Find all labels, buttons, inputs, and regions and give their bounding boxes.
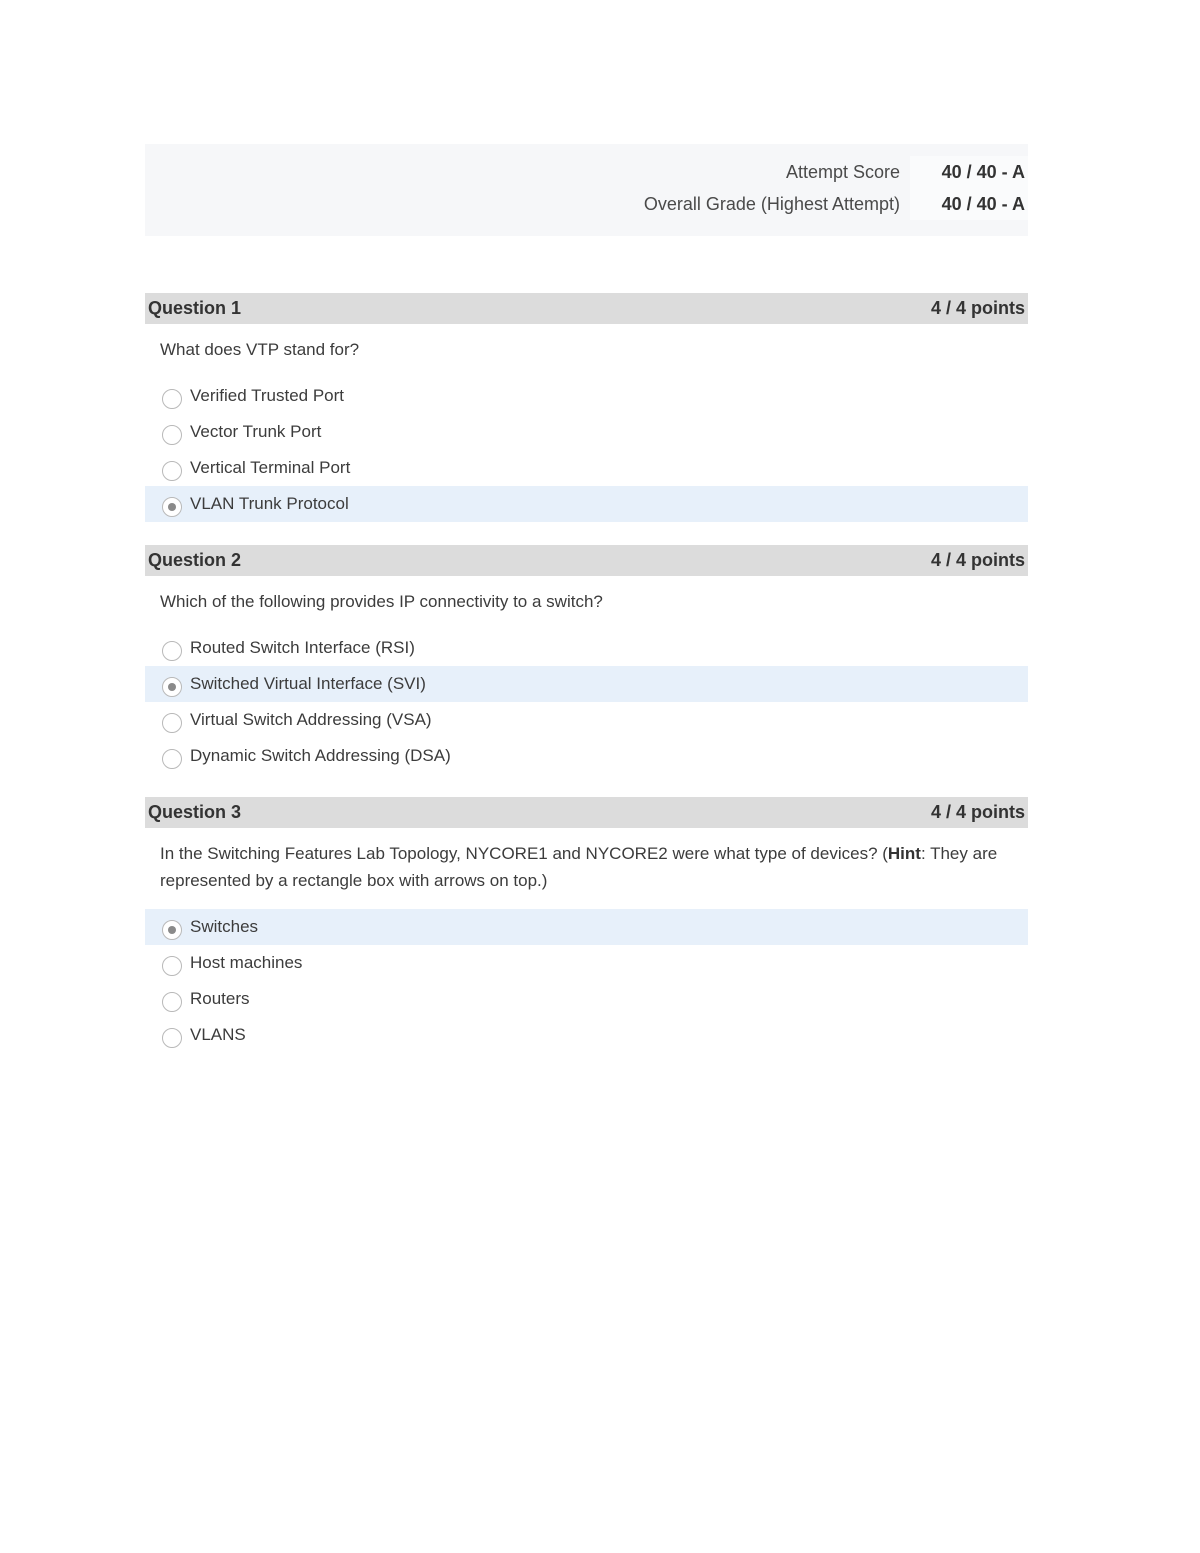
- question-title: Question 2: [148, 550, 242, 570]
- radio-button[interactable]: [162, 389, 182, 409]
- radio-button[interactable]: [162, 641, 182, 661]
- answer-option[interactable]: [145, 945, 1028, 981]
- answer-option[interactable]: [145, 414, 1028, 450]
- answer-label: Dynamic Switch Addressing (DSA): [190, 746, 451, 765]
- hint-label: Hint: [887, 844, 921, 863]
- question-header: [145, 545, 1028, 576]
- question-2: [145, 545, 1028, 774]
- answer-label: Virtual Switch Addressing (VSA): [190, 710, 432, 729]
- question-text-part: In the Switching Features Lab Topology, NYCORE1 and NYCORE2 were what type of devices? (: [160, 844, 888, 863]
- answer-label: Routers: [190, 989, 250, 1008]
- overall-grade-value: 40 / 40 - A: [910, 188, 1028, 220]
- radio-button[interactable]: [162, 713, 182, 733]
- radio-button[interactable]: [162, 1028, 182, 1048]
- question-text: What does VTP stand for?: [160, 340, 360, 359]
- answer-label: Verified Trusted Port: [190, 386, 345, 405]
- overall-grade-row: [644, 188, 1028, 220]
- answer-option-selected[interactable]: [145, 486, 1028, 522]
- question-text: Which of the following provides IP connectivity to a switch?: [160, 592, 603, 611]
- answer-label: Host machines: [190, 953, 303, 972]
- question-text-part: : They are represented by a rectangle box with arrows on top.): [160, 844, 998, 890]
- attempt-score-row: [786, 156, 1028, 188]
- radio-button-checked[interactable]: [162, 497, 182, 517]
- answer-label: Vertical Terminal Port: [190, 458, 351, 477]
- question-header: [145, 797, 1028, 828]
- radio-button-checked[interactable]: [162, 920, 182, 940]
- answer-label: Routed Switch Interface (RSI): [190, 638, 415, 657]
- answer-list: [145, 378, 1028, 522]
- answer-option[interactable]: [145, 702, 1028, 738]
- answer-label: Switches: [190, 917, 259, 936]
- answer-list: [145, 909, 1028, 1053]
- answer-option-selected[interactable]: [145, 909, 1028, 945]
- answer-option[interactable]: [145, 378, 1028, 414]
- question-points: 4 / 4 points: [930, 550, 1025, 570]
- answer-label: VLANS: [190, 1025, 246, 1044]
- question-points: 4 / 4 points: [930, 298, 1025, 318]
- radio-button[interactable]: [162, 956, 182, 976]
- radio-button-checked[interactable]: [162, 677, 182, 697]
- question-points: 4 / 4 points: [930, 802, 1025, 822]
- question-header: [145, 293, 1028, 324]
- answer-label: Switched Virtual Interface (SVI): [190, 674, 426, 693]
- question-title: Question 1: [148, 298, 242, 318]
- overall-grade-label: Overall Grade (Highest Attempt): [643, 193, 900, 214]
- answer-option-selected[interactable]: [145, 666, 1028, 702]
- radio-button[interactable]: [162, 461, 182, 481]
- answer-option[interactable]: [145, 981, 1028, 1017]
- answer-label: VLAN Trunk Protocol: [190, 494, 349, 513]
- question-text: [160, 840, 1028, 894]
- answer-option[interactable]: [145, 630, 1028, 666]
- answer-option[interactable]: [145, 1017, 1028, 1053]
- radio-button[interactable]: [162, 425, 182, 445]
- radio-button[interactable]: [162, 992, 182, 1012]
- attempt-score-value: 40 / 40 - A: [910, 156, 1028, 188]
- attempt-score-label: Attempt Score: [785, 161, 900, 182]
- question-title: Question 3: [148, 802, 242, 822]
- answer-option[interactable]: [145, 450, 1028, 486]
- answer-list: [145, 630, 1028, 774]
- radio-button[interactable]: [162, 749, 182, 769]
- answer-label: Vector Trunk Port: [190, 422, 322, 441]
- question-1: [145, 293, 1028, 522]
- score-summary: [145, 144, 1028, 236]
- answer-option[interactable]: [145, 738, 1028, 774]
- question-3: [145, 797, 1028, 1053]
